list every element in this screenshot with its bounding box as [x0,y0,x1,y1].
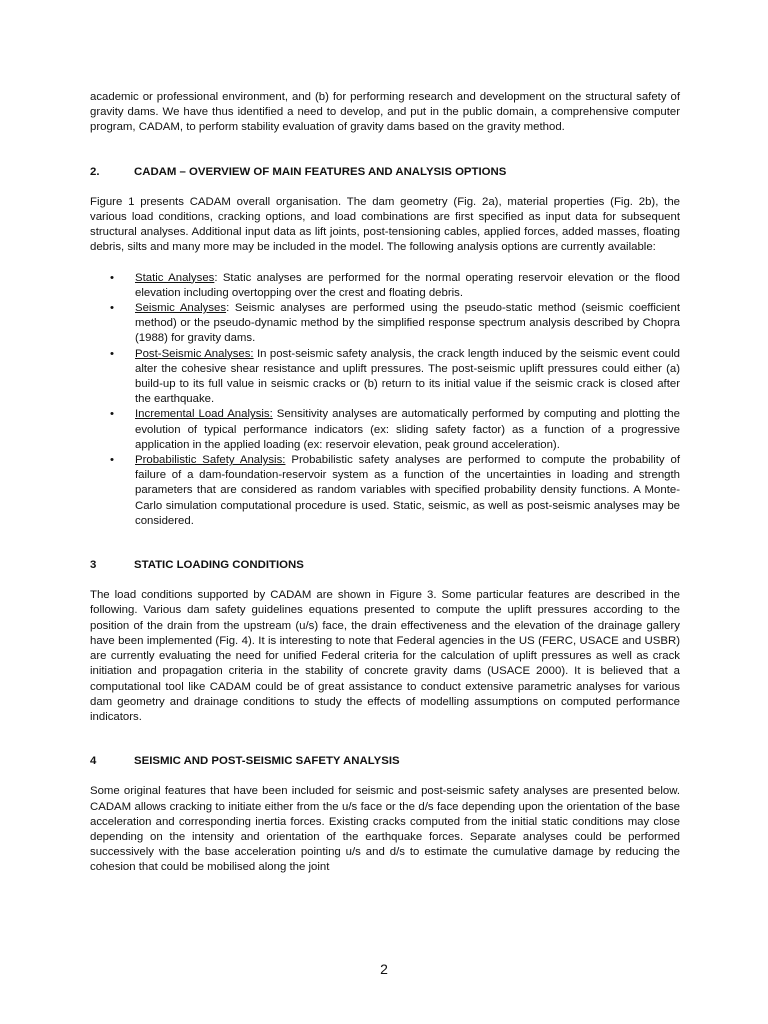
document-page [90,90,680,876]
section-2-number: 2. [90,165,100,178]
section-2-paragraph: Figure 1 presents CADAM overall organisation. The dam geometry (Fig. 2a), material properties (Fig. 2b), the various load conditions, cracking options, and load combinations are first specified as input data for subsequent structural analyses. Additional input data as lift joints, post-tensioning cables, applied forces, added masses, floating debris, silts and many more may be included in the model. The following analysis options are currently available: [90,195,680,254]
bullet-icon: • [110,347,114,360]
list-item-text: In post-seismic safety analysis, the crack length induced by the seismic event could alter the cohesive shear resistance and uplift pressures. The post-seismic uplift pressures could either (a) build-up to its full value in seismic cracks or (b) return to its initial value if the seismic crack is closed after the earthquake. [135,347,680,406]
list-item-text: Sensitivity analyses are automatically performed by computing and plotting the evolution of typical performance indicators (ex: sliding safety factor) as a function of a progressive application in the applied loading (ex: reservoir elevation, peak ground acceleration). [135,408,680,451]
list-item [90,407,680,453]
section-4-heading [90,754,680,769]
list-item-term: Seismic Analyses [135,302,227,315]
bullet-icon: • [110,271,114,284]
section-2-heading [90,165,680,180]
section-3-heading [90,558,680,573]
list-item-term: Incremental Load Analysis: [135,408,273,421]
section-4-number: 4 [90,755,97,768]
section-3-title: STATIC LOADING CONDITIONS [134,559,304,572]
list-item [90,347,680,408]
section-4-title: SEISMIC AND POST-SEISMIC SAFETY ANALYSIS [134,755,400,768]
bullet-icon: • [110,454,114,467]
list-item-text: Static analyses are performed for the normal operating reservoir elevation or the flood elevation including overtopping over the crest and floating debris. [135,271,680,299]
list-item-term: Post-Seismic Analyses: [135,347,254,360]
section-3-number: 3 [90,559,97,572]
bullet-icon: • [110,408,114,421]
section-2-title: CADAM – OVERVIEW OF MAIN FEATURES AND ANALYSIS OPTIONS [134,165,507,178]
analysis-options-list [90,271,680,529]
section-4-paragraph: Some original features that have been included for seismic and post-seismic safety analyses are presented below. CADAM allows cracking to initiate either from the u/s face or the d/s face depending upon the orientation of the base acceleration and corresponding inertia forces. Existing cracks computed from the initial static conditions may close depending on the intensity and orientation of the earthquake forces. Separate analyses could be performed successively with the base acceleration pointing u/s and d/s to estimate the cumulative damage by reducing the cohesion that could be mobilised along the joint [90,785,680,874]
list-item-term: Static Analyses [135,271,215,284]
list-item: • Static Analyses: Static analyses are performed for the normal operating reservoir elevation or the flood elevation including overtopping over the crest and floating debris. [110,271,680,299]
page-number: 2 [380,961,388,977]
section-3-paragraph: The load conditions supported by CADAM are shown in Figure 3. Some particular features are described in the following. Various dam safety guidelines equations presented to compute the uplift pressures according to the position of the drain from the upstream (u/s) face, the drain effectiveness and the elevation of the drainage gallery have been implemented (Fig. 4). It is interesting to note that Federal agencies in the US (FERC, USACE and USBR) are currently evaluating the need for unified Federal criteria for the calculation of uplift pressures as well as crack initiation and propagation criteria in the stability of concrete gravity dams (USACE 2000). It is believed that a computational tool like CADAM could be of great assistance to conduct extensive parametric analyses for various dam geometry and drainage conditions to study the effects of modelling assumptions on computed performance indicators. [90,589,680,723]
list-item-term: Probabilistic Safety Analysis: [135,454,286,467]
intro-paragraph: academic or professional environment, and (b) for performing research and development on the structural safety of gravity dams. We have thus identified a need to develop, and put in the public domain, a comprehensive computer program, CADAM, to perform stability evaluation of gravity dams based on the gravity method. [90,91,680,134]
list-item-text: Seismic analyses are performed using the pseudo-static method (seismic coefficient method) or the pseudo-dynamic method by the simplified response spectrum analysis described by Chopra (1988) for gravity dams. [135,302,680,345]
list-item: • Seismic Analyses: Seismic analyses are performed using the pseudo-static method (seismic coefficient method) or the pseudo-dynamic method by the simplified response spectrum analysis described by Chopra (1988) for gravity dams. [110,302,680,345]
list-item-text: Probabilistic safety analyses are performed to compute the probability of failure of a dam-foundation-reservoir system as a function of the uncertainties in loading and strength parameters that are considered as random variables with specified probability density functions. A Monte-Carlo simulation computational procedure is used. Static, seismic, as well as post-seismic analyses may be considered. [135,454,681,527]
bullet-icon: • [110,302,114,315]
list-item [90,453,680,529]
